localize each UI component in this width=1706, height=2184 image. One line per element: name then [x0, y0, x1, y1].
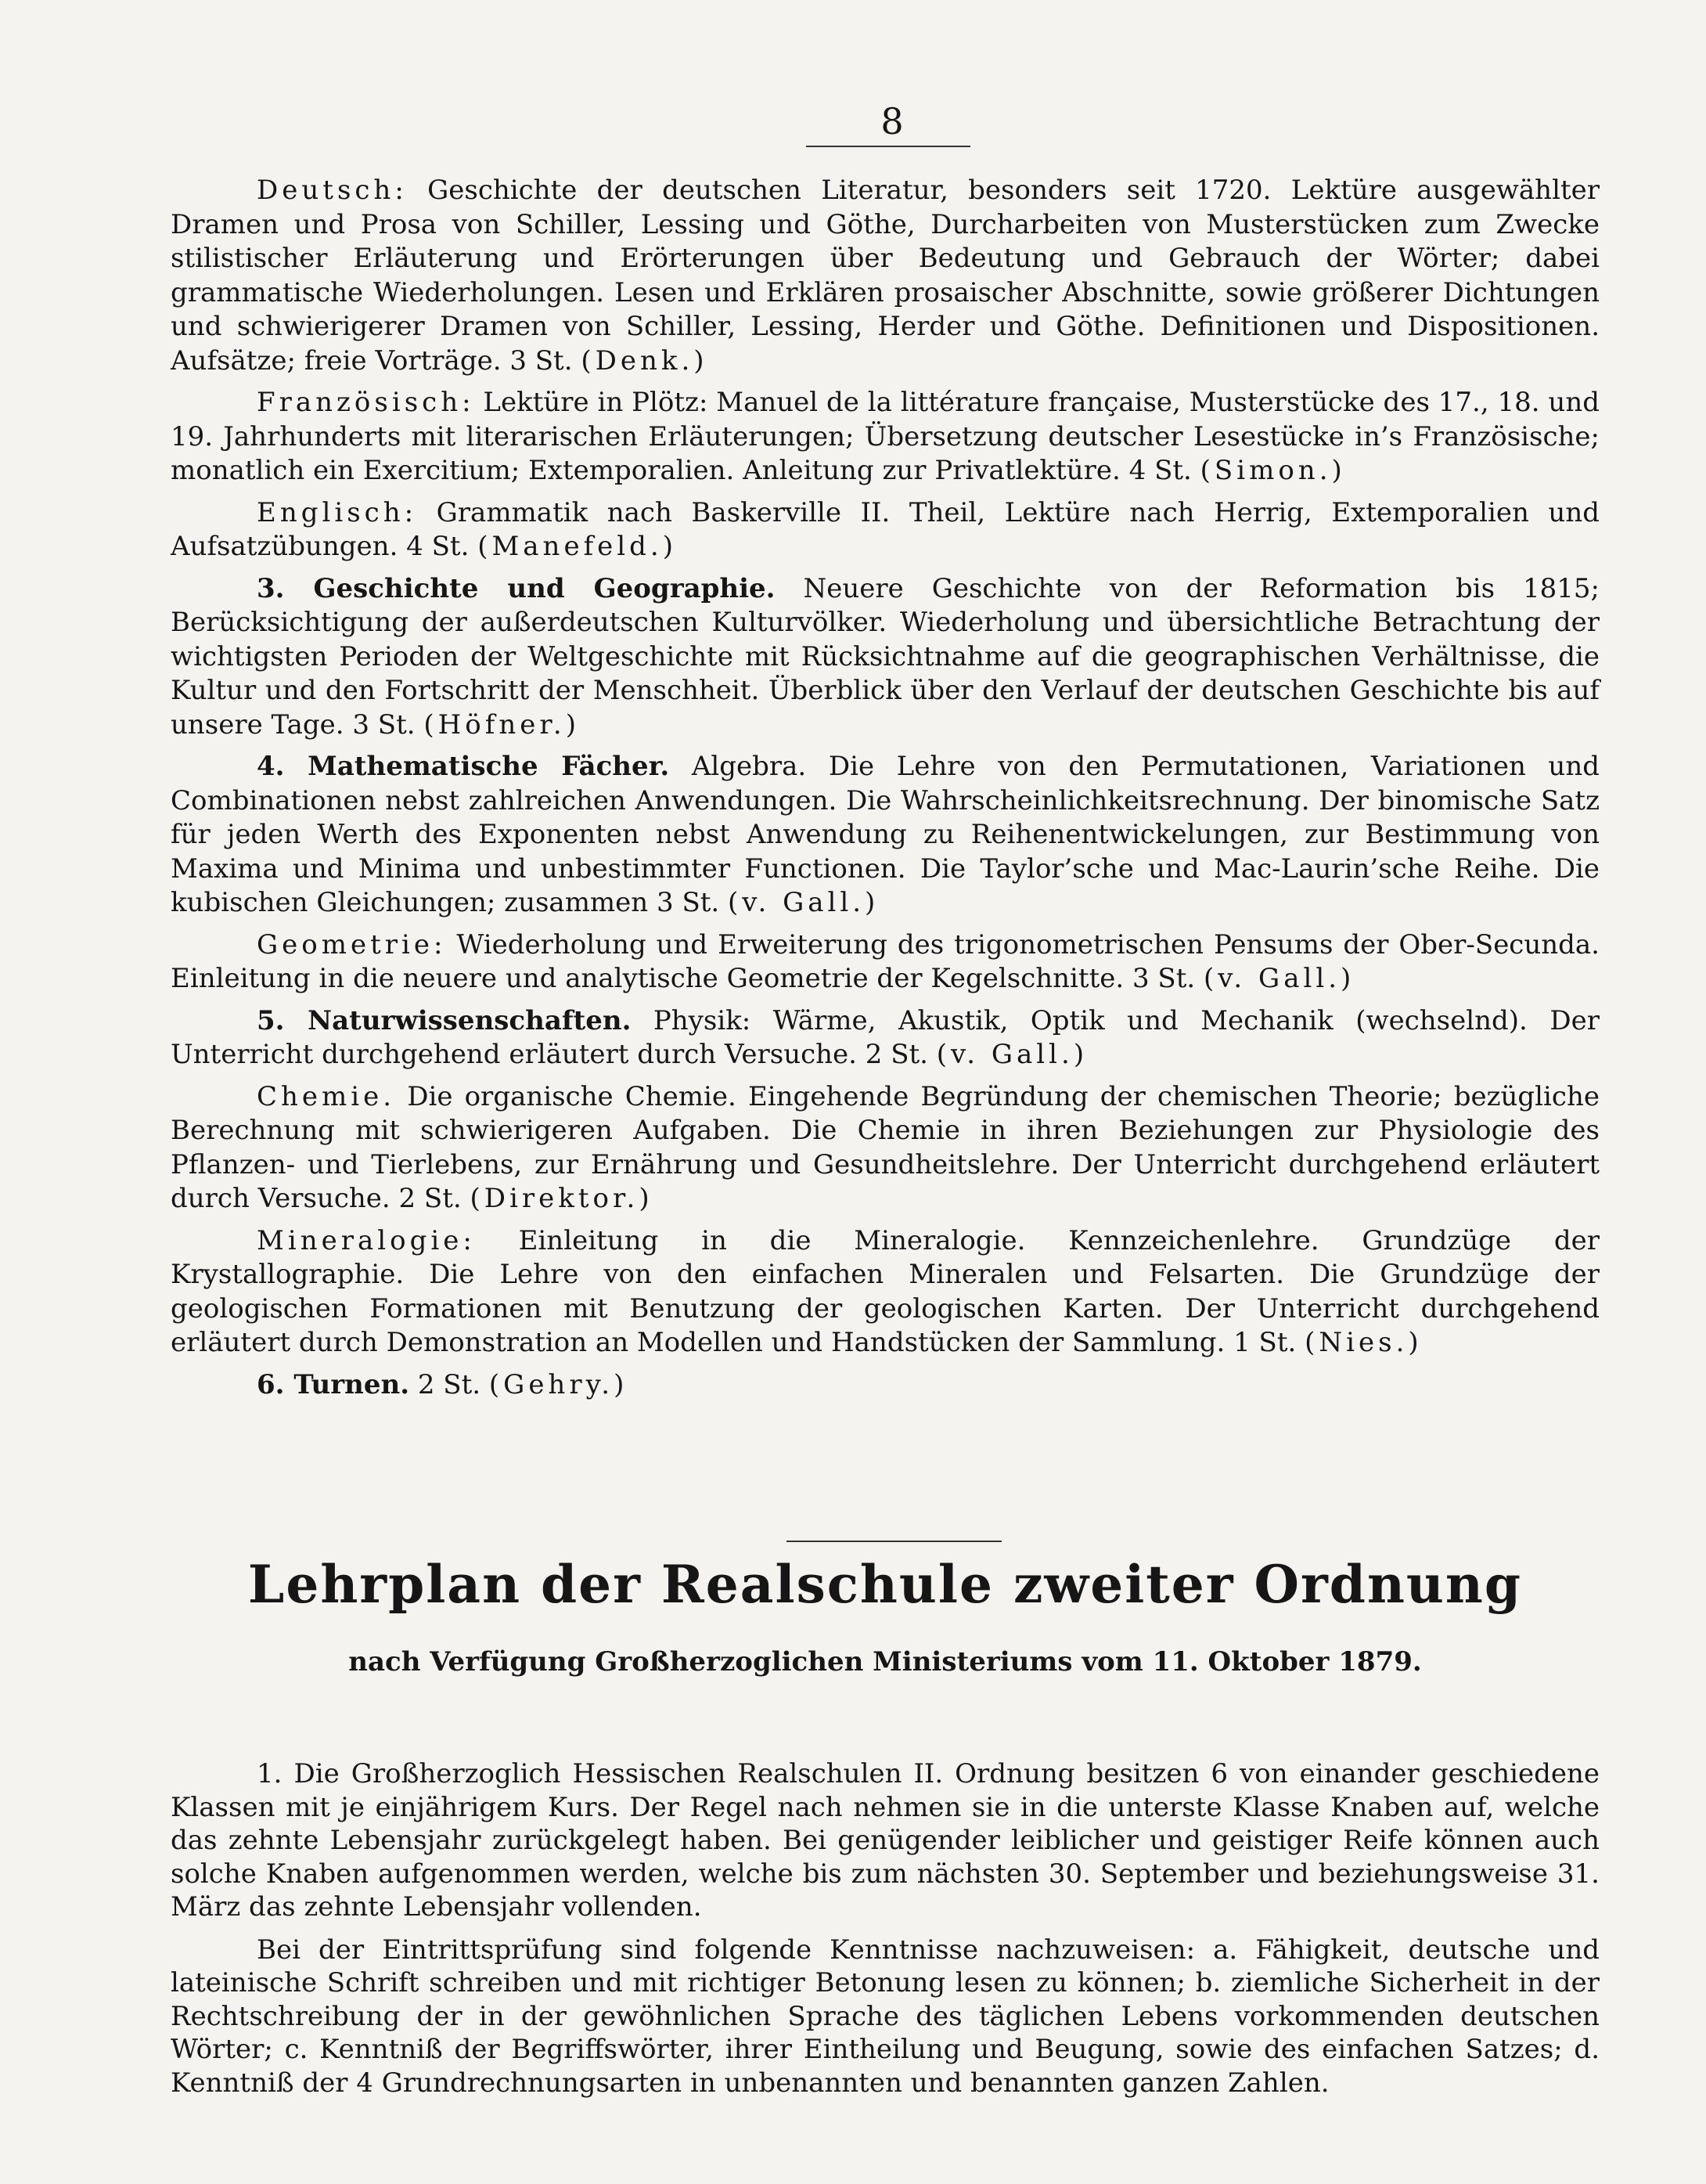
- teacher-name: (Höfner.): [423, 708, 580, 741]
- header-rule: [806, 146, 970, 147]
- paragraph-body: Geschichte der deutschen Literatur, besonders seit 1720. Lektüre ausgewählter Dramen und Prosa von Schiller, Lessing und Göthe, Durcharbeiten von Musterstücken zum Zwecke stilistischer Erläuterung und Erörterungen über Bedeutung und Gebrauch der Wörter; dabei grammatische Wiederholungen. Lesen und Erklären prosaischer Abschnitte, sowie größerer Dichtungen und schwierigerer Dramen von Schiller, Lessing, Herder und Göthe. Definitionen und Dispositionen. Aufsätze; freie Vorträge. 3 St.: [171, 175, 1600, 377]
- paragraph-deutsch: [171, 174, 1600, 378]
- section-heading: 3. Geschichte und Geographie.: [257, 572, 776, 604]
- teacher-name: (Denk.): [581, 344, 708, 377]
- section-title: Lehrplan der Realschule zweiter Ordnung: [247, 1554, 1523, 1615]
- section-heading: 5. Naturwissenschaften.: [257, 1004, 632, 1036]
- page-number: 8: [880, 100, 904, 142]
- regulations-text: [171, 1757, 1600, 2109]
- paragraph-franzoesisch: [171, 386, 1600, 488]
- paragraph-eintrittspruefung: Bei der Eintrittsprüfung sind folgende Kenntnisse nachzuweisen: a. Fähigkeit, deutsche und lateinische Schrift schreiben und mit richtiger Betonung lesen zu können; b. ziemliche Sicherheit in der Rechtschreibung der in der gewöhnlichen Sprache des täglichen Lebens vorkommenden deutschen Wörter; c. Kenntniß der Begriffswörter, ihrer Eintheilung und Beugung, sowie des einfachen Satzes; d. Kenntniß der 4 Grundrechnungsarten in unbenannten und benannten ganzen Zahlen.: [171, 1934, 1600, 2099]
- paragraph-body: Einleitung in die Mineralogie. Kennzeichenlehre. Grundzüge der Krystallographie. Die Lehre von den einfachen Mineralen und Felsarten. Die Grundzüge der geologischen Formationen mit Benutzung der geologischen Karten. Der Unterricht durchgehend erläutert durch Demonstration an Modellen und Handstücken der Sammlung. 1 St.: [171, 1224, 1600, 1358]
- teacher-name: (Manefeld.): [477, 531, 677, 562]
- curriculum-text: [171, 174, 1600, 1410]
- paragraph-body: Wiederholung und Erweiterung des trigonometrischen Pensums der Ober-Secunda. Einleitung in die neuere und analytische Geometrie der Kegelschnitte. 3 St.: [171, 928, 1600, 994]
- subject-heading: Englisch:: [257, 496, 418, 528]
- teacher-name: (v. Gall.): [728, 887, 880, 918]
- teacher-name: (Simon.): [1200, 455, 1346, 486]
- section-heading: 4. Mathematische Fächer.: [257, 751, 670, 782]
- paragraph-body: Algebra. Die Lehre von den Permutationen, Variationen und Combinationen nebst zahlreichen Anwendungen. Die Wahrscheinlichkeitsrechnung. Der binomische Satz für jeden Werth des Exponenten nebst Anwendung zu Reihenentwickelungen, zur Bestimmung von Maxima und Minima und unbestimmter Functionen. Die Taylor’sche und Mac-Laurin’sche Reihe. Die kubischen Gleichungen; zusammen 3 St.: [171, 751, 1600, 918]
- paragraph-mathematik: [171, 750, 1600, 921]
- paragraph-mineralogie: [171, 1224, 1600, 1360]
- paragraph-geschichte: [171, 572, 1600, 743]
- section-divider: [786, 1541, 1002, 1542]
- teacher-name: (v. Gall.): [936, 1039, 1089, 1070]
- subject-heading: Geometrie:: [257, 928, 447, 960]
- subject-heading: Mineralogie:: [257, 1224, 476, 1256]
- paragraph-body: Lektüre in Plötz: Manuel de la littérature française, Musterstücke des 17., 18. und 19. Jahrhunderts mit literarischen Erläuterungen; Übersetzung deutscher Lesestücke in’s Französische; monatlich ein Exercitium; Extemporalien. Anleitung zur Privatlektüre. 4 St.: [171, 387, 1600, 486]
- paragraph-klassen: 1. Die Großherzoglich Hessischen Realschulen II. Ordnung besitzen 6 von einander geschiedene Klassen mit je einjährigem Kurs. Der Regel nach nehmen sie in die unterste Klasse Knaben auf, welche das zehnte Lebensjahr zurückgelegt haben. Bei genügender leiblicher und geistiger Reife können auch solche Knaben aufgenommen werden, welche bis zum nächsten 30. September und beziehungsweise 31. März das zehnte Lebensjahr vollenden.: [171, 1758, 1600, 1923]
- paragraph-chemie: [171, 1080, 1600, 1216]
- subject-heading: Deutsch:: [257, 175, 408, 206]
- teacher-name: (Nies.): [1305, 1327, 1423, 1358]
- teacher-name: (Gehry.): [488, 1368, 628, 1400]
- section-heading: 6. Turnen.: [257, 1368, 410, 1400]
- paragraph-englisch: [171, 496, 1600, 564]
- paragraph-body: Grammatik nach Baskerville II. Theil, Lektüre nach Herrig, Extemporalien und Aufsatzübungen. 4 St.: [171, 496, 1600, 562]
- subject-heading: Französisch:: [257, 387, 475, 418]
- paragraph-body: Neuere Geschichte von der Reformation bis 1815; Berücksichtigung der außerdeutschen Kulturvölker. Wiederholung und übersichtliche Betrachtung der wichtigsten Perioden der Weltgeschichte mit Rücksichtnahme auf die geographischen Verhältnisse, die Kultur und den Fortschritt der Menschheit. Überblick über den Verlauf der deutschen Geschichte bis auf unsere Tage. 3 St.: [171, 572, 1600, 741]
- paragraph-body: Physik: Wärme, Akustik, Optik und Mechanik (wechselnd). Der Unterricht durchgehend erläutert durch Versuche. 2 St.: [171, 1004, 1600, 1070]
- paragraph-body: 2 St.: [409, 1368, 481, 1400]
- paragraph-turnen: [171, 1368, 1600, 1403]
- paragraph-geometrie: [171, 928, 1600, 996]
- paragraph-naturwissenschaften: [171, 1004, 1600, 1072]
- paragraph-body: Die organische Chemie. Eingehende Begründung der chemischen Theorie; bezügliche Berechnung mit schwierigeren Aufgaben. Die Chemie in ihren Beziehungen zur Physiologie des Pflanzen- und Tierlebens, zur Ernährung und Gesundheitslehre. Der Unterricht durchgehend erläutert durch Versuche. 2 St.: [171, 1080, 1600, 1214]
- subject-heading: Chemie.: [257, 1080, 396, 1112]
- teacher-name: (Direktor.): [470, 1183, 653, 1214]
- section-subtitle: nach Verfügung Großherzoglichen Ministeriums vom 11. Oktober 1879.: [348, 1646, 1422, 1678]
- teacher-name: (v. Gall.): [1203, 963, 1355, 994]
